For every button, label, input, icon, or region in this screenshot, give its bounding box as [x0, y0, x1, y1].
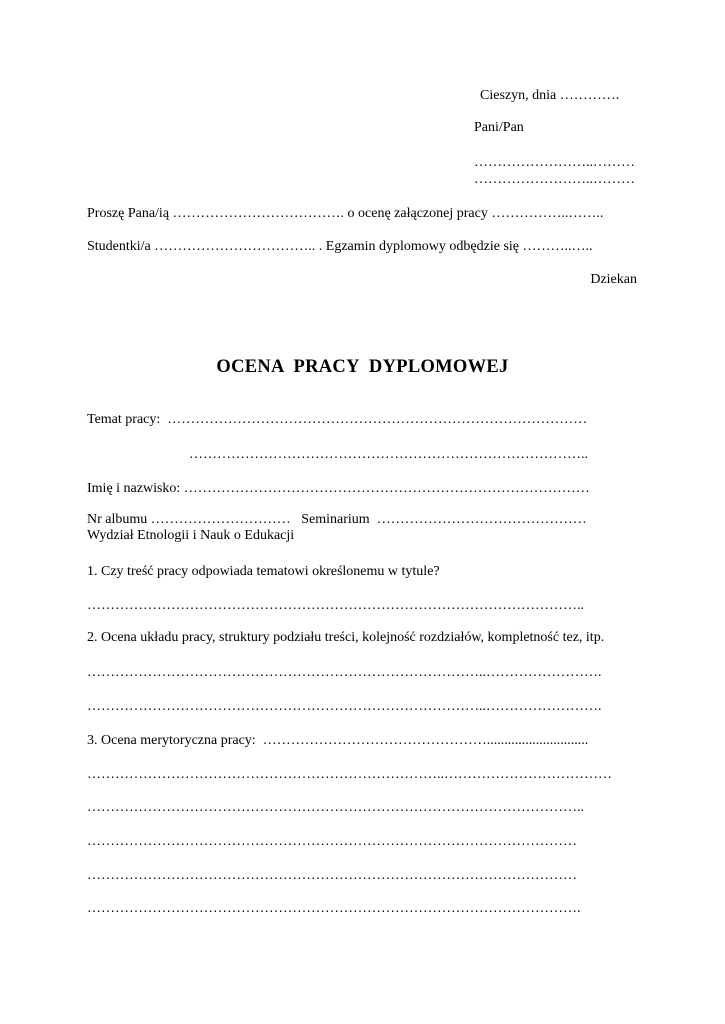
faculty-line: Wydział Etnologii i Nauk o Edukacji	[87, 528, 295, 543]
question-3-answer-line-2: ……………………………………………………………………………………………..	[87, 800, 584, 815]
addressee-line-1: ……………………..………	[474, 155, 635, 170]
question-3-answer-line-1: …………………………………………………………………..………………………………	[87, 767, 612, 782]
place-date: Cieszyn, dnia ………….	[480, 88, 620, 103]
question-2-answer-line-1: …………………………………………………………………………..…………………….	[87, 665, 602, 680]
question-1-answer-line-1: ……………………………………………………………………………………………..	[87, 598, 584, 613]
question-2: 2. Ocena układu pracy, struktury podziału treści, kolejność rozdziałów, kompletność tez, itp.	[87, 630, 605, 645]
request-line-1: Proszę Pana/ią ………………………………. o ocenę załączonej pracy ……………..……..	[87, 206, 604, 221]
question-3-answer-line-4: ……………………………………………………………………………………………	[87, 868, 577, 883]
addressee-salutation: Pani/Pan	[474, 120, 524, 135]
question-1: 1. Czy treść pracy odpowiada tematowi określonemu w tytule?	[87, 564, 440, 579]
question-3-answer-line-3: ……………………………………………………………………………………………	[87, 834, 577, 849]
album-seminar-line: Nr albumu ………………………… Seminarium ………………………………………	[87, 512, 587, 527]
name-line: Imię i nazwisko: ……………………………………………………………………………	[87, 481, 590, 496]
topic-line-1: Temat pracy: ………………………………………………………………………………	[87, 412, 588, 427]
question-3: 3. Ocena merytoryczna pracy: ………………………………………….............................	[87, 733, 589, 748]
signature-dean: Dziekan	[590, 272, 637, 287]
question-2-answer-line-2: …………………………………………………………………………..…………………….	[87, 699, 602, 714]
addressee-line-2: ……………………..………	[474, 172, 635, 187]
topic-line-2: …………………………………………………………………………..	[189, 447, 588, 462]
form-title: OCENA PRACY DYPLOMOWEJ	[216, 357, 509, 377]
request-line-2: Studentki/a …………………………….. . Egzamin dyplomowy odbędzie się ………..…..	[87, 239, 593, 254]
question-3-answer-line-5: …………………………………………………………………………………………….	[87, 901, 581, 916]
